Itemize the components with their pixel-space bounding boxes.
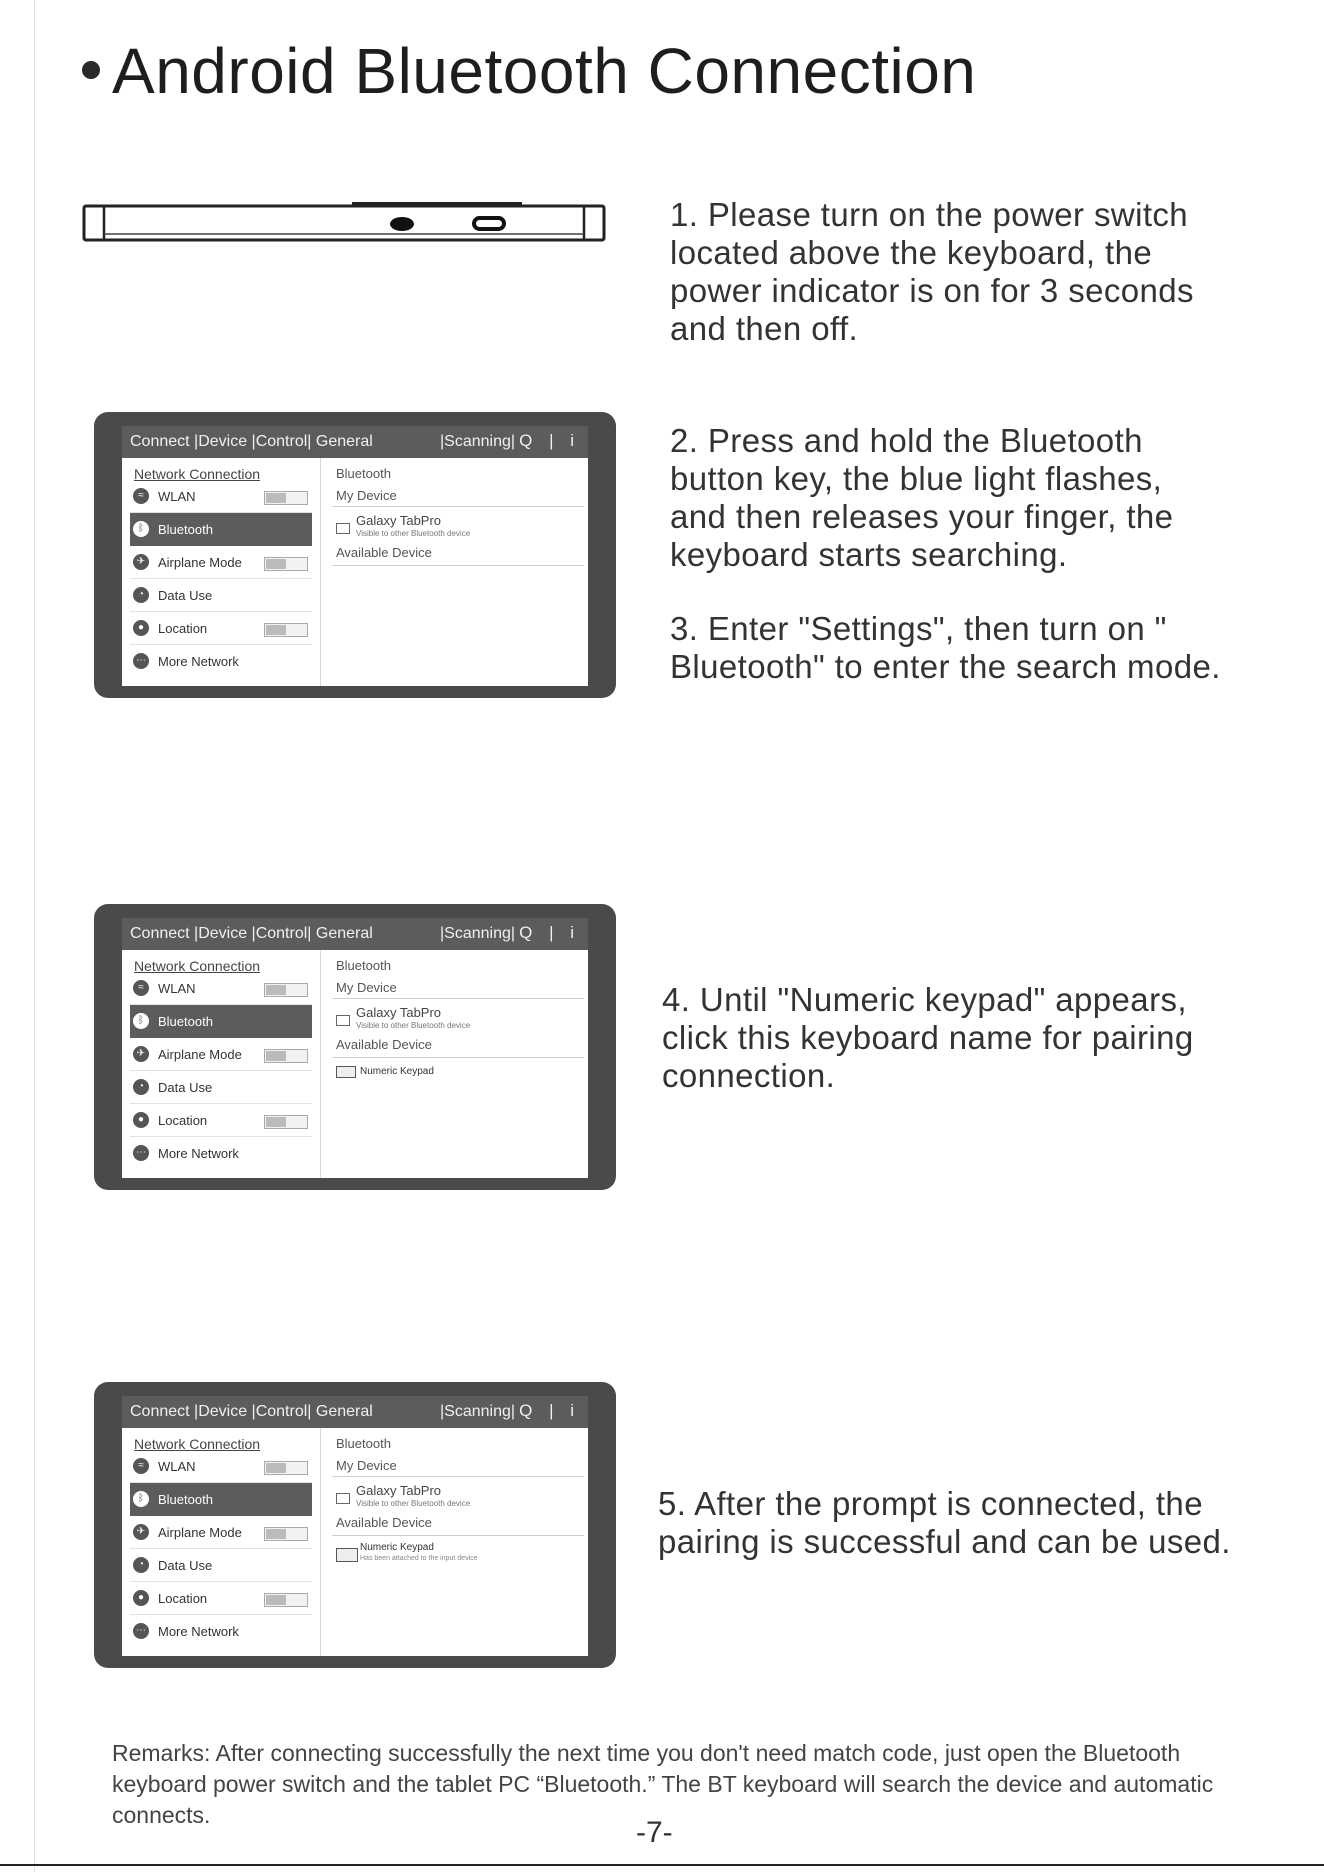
menu-item-bluetooth[interactable]: ᛒ Bluetooth — [130, 1005, 312, 1038]
page-bottom-rule — [0, 1864, 1324, 1866]
data-use-icon: ◔ — [133, 1079, 149, 1095]
settings-tabs[interactable]: Connect |Device |Control| General — [130, 925, 373, 942]
more-network-icon: ⋯ — [133, 653, 149, 669]
network-menu — [130, 950, 321, 1178]
my-device-heading: My Device — [336, 980, 397, 995]
menu-item-airplane-mode[interactable]: ✈ Airplane Mode — [130, 1038, 320, 1071]
bluetooth-panel — [332, 458, 588, 686]
menu-item-airplane-mode[interactable]: ✈ Airplane Mode — [130, 1516, 320, 1549]
settings-tab-bar — [122, 918, 588, 950]
my-device-row[interactable]: Galaxy TabPro Visible to other Bluetooth device — [332, 999, 584, 1031]
numeric-keypad-row[interactable]: Numeric Keypad — [332, 1058, 584, 1086]
menu-item-more-network[interactable]: ⋯ More Network — [130, 1615, 320, 1648]
network-connection-heading: Network Connection — [134, 1436, 261, 1452]
tablet-screenshot-paired — [94, 1382, 616, 1668]
tablet-screen — [122, 426, 588, 686]
settings-tabs[interactable]: Connect |Device |Control| General — [130, 433, 373, 450]
airplane-icon: ✈ — [133, 1046, 149, 1062]
location-icon: ● — [133, 1590, 149, 1606]
more-network-icon: ⋯ — [133, 1145, 149, 1161]
page-title — [82, 34, 976, 108]
airplane-icon: ✈ — [133, 554, 149, 570]
location-toggle[interactable] — [264, 1115, 308, 1129]
airplane-toggle[interactable] — [264, 1527, 308, 1541]
tablet-screen — [122, 1396, 588, 1656]
settings-tabs[interactable]: Connect |Device |Control| General — [130, 1403, 373, 1420]
search-and-info-icon[interactable]: Q | i — [519, 1401, 580, 1420]
menu-item-location[interactable]: ● Location — [130, 612, 320, 645]
network-menu — [130, 1428, 321, 1656]
airplane-toggle[interactable] — [264, 557, 308, 571]
network-connection-heading: Network Connection — [134, 958, 261, 974]
bullet-icon — [82, 61, 100, 79]
keyboard-icon — [336, 1548, 358, 1562]
my-device-row[interactable]: Galaxy TabPro Visible to other Bluetooth device — [332, 1477, 584, 1509]
bluetooth-heading: Bluetooth — [336, 958, 391, 973]
bluetooth-icon: ᛒ — [133, 1491, 149, 1507]
available-device-heading: Available Device — [336, 1037, 432, 1052]
wifi-icon: ≈ — [133, 1458, 149, 1474]
airplane-toggle[interactable] — [264, 1049, 308, 1063]
wifi-icon: ≈ — [133, 980, 149, 996]
tablet-icon — [336, 523, 350, 534]
bluetooth-icon: ᛒ — [133, 1013, 149, 1029]
menu-item-location[interactable]: ● Location — [130, 1104, 320, 1137]
numeric-keypad-row[interactable]: Numeric Keypad Has been attached to the input device — [332, 1536, 584, 1570]
wifi-icon: ≈ — [133, 488, 149, 504]
location-icon: ● — [133, 1112, 149, 1128]
wlan-toggle[interactable] — [264, 491, 308, 505]
page-left-rule — [34, 0, 35, 1872]
location-icon: ● — [133, 620, 149, 636]
settings-tab-bar — [122, 426, 588, 458]
scanning-label[interactable]: |Scanning| — [440, 1403, 516, 1420]
menu-item-more-network[interactable]: ⋯ More Network — [130, 1137, 320, 1170]
power-switch-icon — [390, 217, 414, 231]
bluetooth-panel — [332, 950, 588, 1178]
tablet-screen — [122, 918, 588, 1178]
bluetooth-heading: Bluetooth — [336, 1436, 391, 1451]
wlan-toggle[interactable] — [264, 1461, 308, 1475]
data-use-icon: ◔ — [133, 1557, 149, 1573]
tablet-icon — [336, 1493, 350, 1504]
settings-tab-bar — [122, 1396, 588, 1428]
charging-port-icon — [474, 218, 504, 229]
my-device-heading: My Device — [336, 1458, 397, 1473]
menu-item-more-network[interactable]: ⋯ More Network — [130, 645, 320, 678]
menu-item-data-use[interactable]: ◔ Data Use — [130, 579, 320, 612]
tablet-icon — [336, 1015, 350, 1026]
network-connection-heading: Network Connection — [134, 466, 261, 482]
scanning-label[interactable]: |Scanning| — [440, 433, 516, 450]
step-4-text: 4. Until "Numeric keypad" appears, click this keyboard name for pairing connection. — [662, 981, 1194, 1094]
keyboard-side-illustration — [82, 202, 606, 244]
data-use-icon: ◔ — [133, 587, 149, 603]
airplane-icon: ✈ — [133, 1524, 149, 1540]
available-device-heading: Available Device — [336, 545, 432, 560]
my-device-heading: My Device — [336, 488, 397, 503]
remarks-text: Remarks: After connecting successfully the next time you don't need match code, just open the Bluetooth keyboard power switch and the tablet PC “Bluetooth.” The BT keyboard will search the device and automatic connects. — [112, 1740, 1214, 1828]
search-and-info-icon[interactable]: Q | i — [519, 431, 580, 450]
available-device-heading: Available Device — [336, 1515, 432, 1530]
tablet-screenshot-keypad-found — [94, 904, 616, 1190]
wlan-toggle[interactable] — [264, 983, 308, 997]
menu-item-wlan[interactable]: ≈ WLAN — [130, 1450, 320, 1483]
bluetooth-panel — [332, 1428, 588, 1656]
step-5-text: 5. After the prompt is connected, the pairing is successful and can be used. — [658, 1485, 1231, 1560]
menu-item-airplane-mode[interactable]: ✈ Airplane Mode — [130, 546, 320, 579]
tablet-screenshot-searching — [94, 412, 616, 698]
location-toggle[interactable] — [264, 1593, 308, 1607]
menu-item-bluetooth[interactable]: ᛒ Bluetooth — [130, 513, 312, 546]
keyboard-icon — [336, 1066, 356, 1078]
page-title-text: Android Bluetooth Connection — [112, 35, 977, 107]
bluetooth-heading: Bluetooth — [336, 466, 391, 481]
menu-item-data-use[interactable]: ◔ Data Use — [130, 1071, 320, 1104]
page-number: -7- — [636, 1816, 673, 1849]
keypad-connected-status: Has been attached to the input device — [360, 1555, 478, 1562]
bluetooth-icon: ᛒ — [133, 521, 149, 537]
step-3-text: 3. Enter "Settings", then turn on " Bluetooth" to enter the search mode. — [670, 610, 1221, 685]
menu-item-bluetooth[interactable]: ᛒ Bluetooth — [130, 1483, 312, 1516]
scanning-label[interactable]: |Scanning| — [440, 925, 516, 942]
menu-item-wlan[interactable]: ≈ WLAN — [130, 972, 320, 1005]
step-1-text: 1. Please turn on the power switch located above the keyboard, the power indicator is on for 3 seconds and then off. — [670, 196, 1194, 347]
location-toggle[interactable] — [264, 623, 308, 637]
step-2-text: 2. Press and hold the Bluetooth button key, the blue light flashes, and then releases your finger, the keyboard starts searching. — [670, 422, 1174, 573]
menu-item-wlan[interactable]: ≈ WLAN — [130, 480, 320, 513]
my-device-row[interactable]: Galaxy TabPro Visible to other Bluetooth device — [332, 507, 584, 539]
menu-item-location[interactable]: ● Location — [130, 1582, 320, 1615]
more-network-icon: ⋯ — [133, 1623, 149, 1639]
search-and-info-icon[interactable]: Q | i — [519, 923, 580, 942]
network-menu — [130, 458, 321, 686]
menu-item-data-use[interactable]: ◔ Data Use — [130, 1549, 320, 1582]
